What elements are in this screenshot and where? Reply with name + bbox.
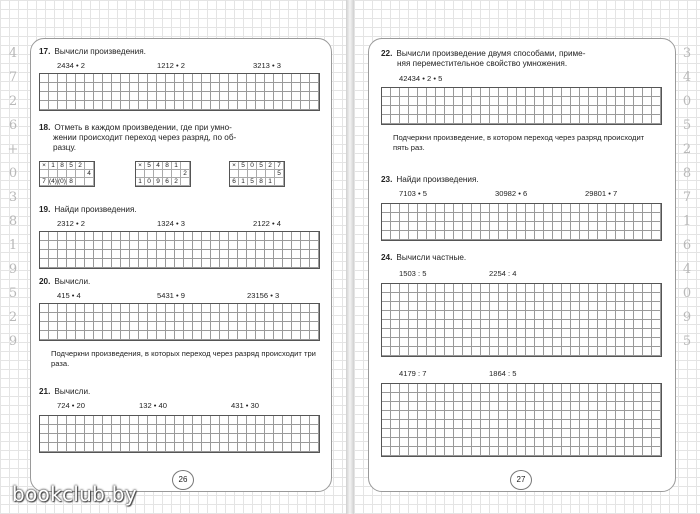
sample-cell: 5 bbox=[145, 162, 154, 170]
task-24-expr-4: 1864 : 5 bbox=[489, 369, 517, 378]
sample-cell bbox=[67, 170, 76, 178]
task-17-expr-3: 3213 • 3 bbox=[253, 61, 281, 70]
page-number-right: 27 bbox=[510, 470, 532, 490]
sample-cell: (0) bbox=[58, 178, 66, 185]
task-22-answer-grid[interactable] bbox=[381, 87, 662, 125]
sample-cell bbox=[230, 170, 239, 178]
task-23-answer-grid[interactable] bbox=[381, 203, 662, 241]
task-18-sample-3[interactable] bbox=[229, 161, 285, 187]
task-23-title: 23. Найди произведения. bbox=[381, 175, 479, 184]
sample-cell: 4 bbox=[85, 170, 94, 178]
sample-cell bbox=[181, 178, 190, 186]
sample-cell bbox=[181, 162, 190, 170]
sample-cell bbox=[76, 170, 85, 178]
sample-cell: 6 bbox=[163, 178, 172, 186]
sample-cell: 1 bbox=[172, 162, 181, 170]
sample-cell: 0 bbox=[145, 178, 154, 186]
sample-cell: 2 bbox=[172, 178, 181, 186]
task-17-title: 17. Вычисли произведения. bbox=[39, 47, 146, 56]
task-24-title: 24. Вычисли частные. bbox=[381, 253, 467, 262]
task-19-answer-grid[interactable] bbox=[39, 231, 320, 269]
sample-cell: × bbox=[230, 162, 239, 170]
sample-cell: 2 bbox=[76, 162, 85, 170]
task-19-expr-2: 1324 • 3 bbox=[157, 219, 185, 228]
task-21-expr-3: 431 • 30 bbox=[231, 401, 259, 410]
sample-cell bbox=[76, 178, 85, 186]
sample-cell bbox=[257, 170, 266, 178]
task-22-title-line-2: няя переместительное свойство умножения. bbox=[397, 59, 568, 68]
sample-cell: 5 bbox=[248, 178, 257, 186]
sample-cell: 4 bbox=[154, 162, 163, 170]
sample-cell: 8 bbox=[257, 178, 266, 186]
sample-cell bbox=[136, 170, 145, 178]
task-24-answer-grid-1[interactable] bbox=[381, 283, 662, 357]
task-21-expr-2: 132 • 40 bbox=[139, 401, 167, 410]
sample-cell: 6 bbox=[230, 178, 239, 186]
task-20-expr-2: 5431 • 9 bbox=[157, 291, 185, 300]
sample-cell bbox=[40, 170, 49, 178]
sample-cell: 2 bbox=[266, 162, 275, 170]
sample-cell: 1 bbox=[136, 178, 145, 186]
decorative-digits-right: 3 4 0 5 2 8 7 1 6 4 0 9 5 bbox=[682, 46, 692, 349]
task-19-title: 19. Найди произведения. bbox=[39, 205, 137, 214]
sample-cell bbox=[275, 178, 284, 186]
task-21-title: 21. Вычисли. bbox=[39, 387, 91, 396]
sample-cell bbox=[172, 170, 181, 178]
watermark: bookclub.by bbox=[12, 482, 137, 506]
task-18-sample-1[interactable] bbox=[39, 161, 95, 187]
task-24-expr-2: 2254 : 4 bbox=[489, 269, 517, 278]
sample-cell: 1 bbox=[49, 162, 58, 170]
sample-cell: 5 bbox=[239, 162, 248, 170]
task-20-expr-1: 415 • 4 bbox=[57, 291, 81, 300]
sample-cell bbox=[163, 170, 172, 178]
task-20-note: Подчеркни произведения, в которых переход через разряд происходит три раза. bbox=[51, 349, 316, 368]
sample-cell: 8 bbox=[163, 162, 172, 170]
task-17-answer-grid[interactable] bbox=[39, 73, 320, 111]
task-24-answer-grid-2[interactable] bbox=[381, 383, 662, 457]
sample-cell: (4) bbox=[49, 178, 57, 185]
decorative-digits-left: 4 7 2 6 + 0 3 8 1 9 5 2 9 bbox=[7, 46, 19, 349]
sample-cell: 8 bbox=[67, 178, 76, 186]
task-number: 17. bbox=[39, 47, 51, 56]
right-content-panel bbox=[368, 38, 676, 492]
task-23-expr-1: 7103 • 5 bbox=[399, 189, 427, 198]
sample-cell bbox=[239, 170, 248, 178]
sample-cell: 1 bbox=[239, 178, 248, 186]
sample-cell bbox=[85, 162, 94, 170]
page-number-left: 26 bbox=[172, 470, 194, 490]
task-20-expr-3: 23156 • 3 bbox=[247, 291, 280, 300]
sample-cell bbox=[154, 170, 163, 178]
task-19-expr-1: 2312 • 2 bbox=[57, 219, 85, 228]
sample-cell bbox=[58, 170, 67, 178]
task-24-expr-1: 1503 : 5 bbox=[399, 269, 427, 278]
sample-cell: × bbox=[40, 162, 49, 170]
task-23-expr-3: 29801 • 7 bbox=[585, 189, 618, 198]
sample-cell bbox=[85, 178, 94, 186]
right-page bbox=[354, 0, 700, 514]
sample-cell: 9 bbox=[154, 178, 163, 186]
task-18-title-line-2: жении происходит переход через разряд, по об- bbox=[53, 133, 237, 142]
sample-cell bbox=[248, 170, 257, 178]
sample-cell: 1 bbox=[266, 178, 275, 186]
sample-cell: 7 bbox=[275, 162, 284, 170]
task-18-title: 18. Отметь в каждом произведении, где при умно- bbox=[39, 123, 232, 132]
sample-cell: 7 bbox=[40, 178, 49, 186]
sample-cell: × bbox=[136, 162, 145, 170]
task-21-answer-grid[interactable] bbox=[39, 415, 320, 453]
task-18-title-line-3: разцу. bbox=[53, 143, 77, 152]
task-19-expr-3: 2122 • 4 bbox=[253, 219, 281, 228]
task-22-title: 22. Вычисли произведение двумя способами, приме- bbox=[381, 49, 586, 58]
task-20-answer-grid[interactable] bbox=[39, 303, 320, 341]
task-17-expr-2: 1212 • 2 bbox=[157, 61, 185, 70]
book-gutter bbox=[346, 0, 354, 514]
left-page bbox=[0, 0, 346, 514]
left-content-panel bbox=[30, 38, 332, 492]
sample-cell: 0 bbox=[248, 162, 257, 170]
task-21-expr-1: 724 • 20 bbox=[57, 401, 85, 410]
task-20-title: 20. Вычисли. bbox=[39, 277, 91, 286]
task-24-expr-3: 4179 : 7 bbox=[399, 369, 427, 378]
sample-cell bbox=[266, 170, 275, 178]
sample-cell: 5 bbox=[257, 162, 266, 170]
sample-cell: 8 bbox=[58, 162, 67, 170]
task-22-expr-1: 42434 • 2 • 5 bbox=[399, 74, 443, 83]
sample-cell: 2 bbox=[181, 170, 190, 178]
task-23-expr-2: 30982 • 6 bbox=[495, 189, 528, 198]
task-22-note: Подчеркни произведение, в котором переход через разряд происходит пять раз. bbox=[393, 133, 645, 152]
task-18-sample-2[interactable] bbox=[135, 161, 191, 187]
sample-cell: 5 bbox=[67, 162, 76, 170]
sample-cell: 5 bbox=[275, 170, 284, 178]
sample-cell bbox=[145, 170, 154, 178]
task-17-expr-1: 2434 • 2 bbox=[57, 61, 85, 70]
sample-cell bbox=[49, 170, 58, 178]
